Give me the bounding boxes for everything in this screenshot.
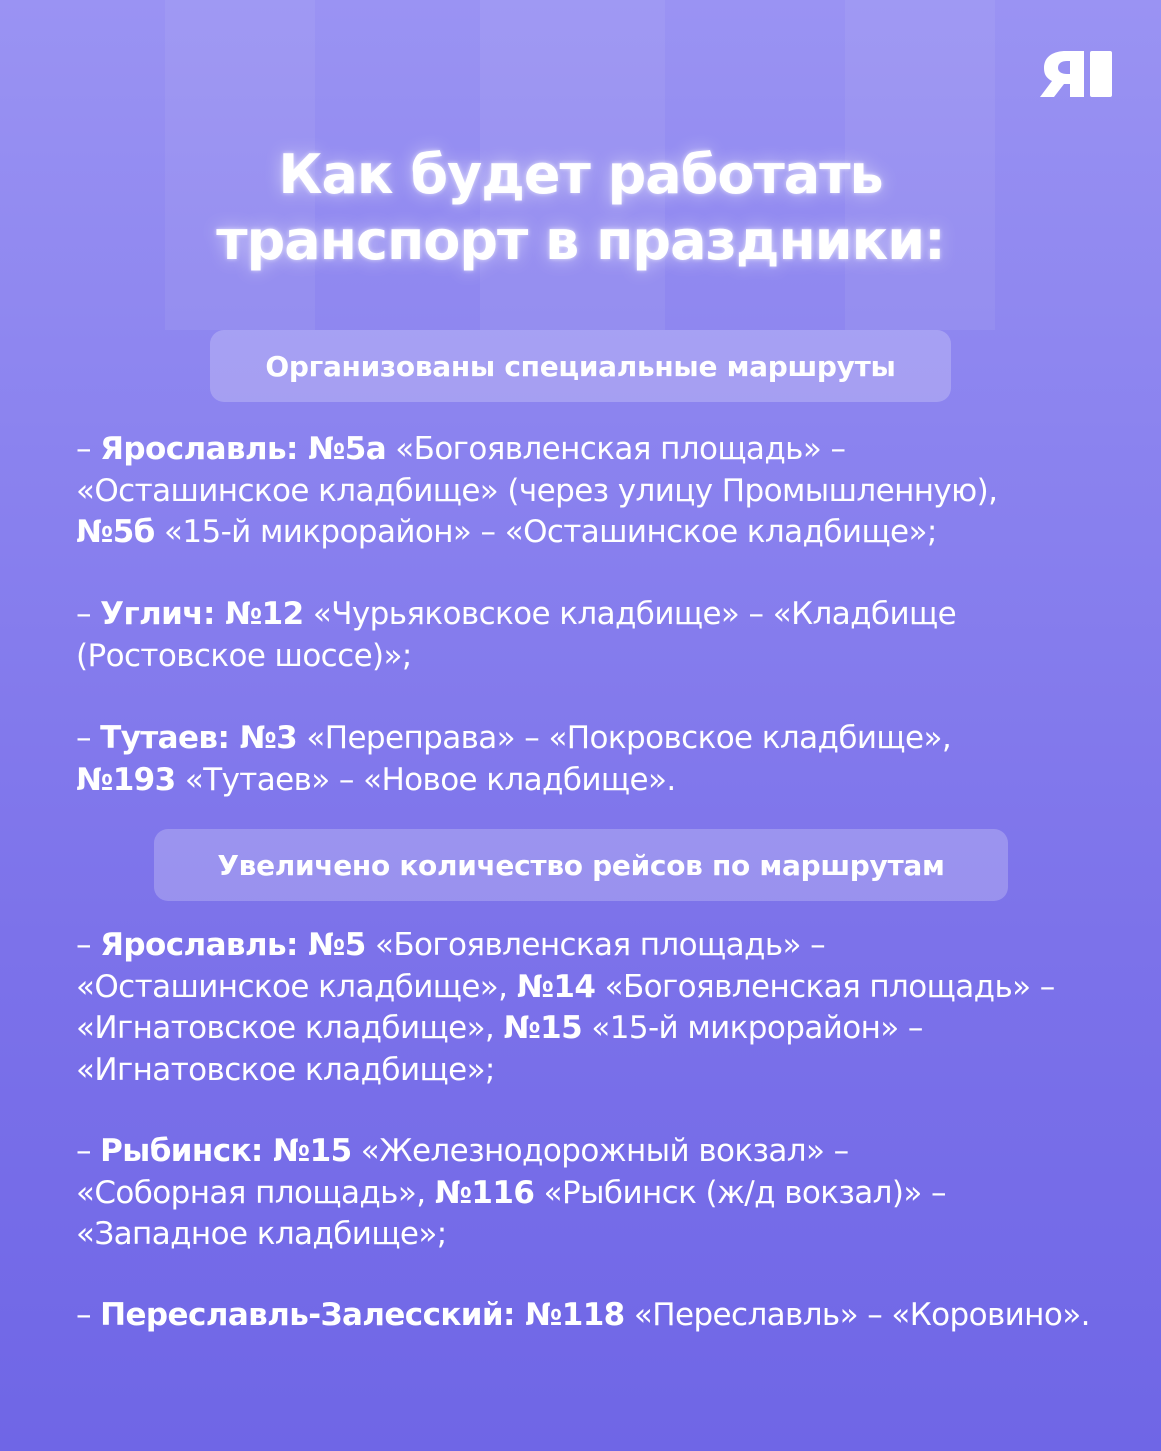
route-number: №5б [76,514,155,550]
title-line-1: Как будет работать [278,143,883,206]
city-name: Рыбинск: [100,1133,273,1169]
route-paragraph [76,1295,1146,1337]
route-line [76,1008,1146,1050]
city-name: Ярославль: [100,927,309,963]
route-number: №5 [308,927,366,963]
city-name: Тутаев: [100,720,240,756]
route-line [76,512,1146,554]
dash: – [76,431,101,467]
route-text: «Переславль» – «Коровино». [624,1297,1090,1333]
route-text: «Западное кладбище»; [76,1216,447,1252]
route-paragraph [76,429,1146,554]
route-text: «Переправа» – «Покровское кладбище», [297,720,952,756]
route-line [76,925,1146,967]
route-number: №118 [525,1297,625,1333]
route-paragraph [76,594,1146,677]
dash: – [76,927,101,963]
dash: – [76,720,101,756]
page-title [0,142,1161,274]
section-heading-increased-trips: Увеличено количество рейсов по маршрутам [154,829,1008,901]
route-text: «Богоявленская площадь» – [386,431,846,467]
dash: – [76,596,101,632]
route-text: «15-й микрорайон» – [582,1010,923,1046]
route-line [76,1173,1146,1215]
route-text: «Игнатовское кладбище»; [76,1051,495,1088]
route-number: №3 [239,720,298,756]
route-text: «Соборная площадь», [76,1174,435,1211]
title-line-2: транспорт в праздники: [216,209,945,272]
route-number: №15 [503,1010,583,1046]
route-number: №5а [308,431,387,467]
route-line [76,429,1146,471]
route-line [76,1050,1146,1092]
route-number: №193 [76,761,176,798]
route-text: «Богоявленская площадь» – [365,927,826,963]
dash: – [76,1133,101,1169]
route-text: (Ростовское шоссе)»; [76,637,412,674]
route-text: «Осташинское кладбище», [76,968,517,1005]
route-number: №15 [272,1133,352,1169]
route-text: «Осташинское кладбище» (через улицу Промышленную), [76,472,998,509]
route-line [76,718,1146,760]
ya-logo-icon [1040,48,1112,100]
route-number: №12 [224,596,304,632]
route-line [76,594,1146,636]
route-number: №14 [516,968,596,1005]
route-number: №116 [434,1174,535,1211]
route-paragraph [76,1131,1146,1256]
route-line [76,760,1146,802]
route-line [76,636,1146,678]
route-text: «15-й микрорайон» – «Осташинское кладбище»; [154,514,937,550]
route-text: «Тутаев» – «Новое кладбище». [175,761,676,798]
route-line [76,1131,1146,1173]
route-line [76,1214,1146,1256]
route-line [76,967,1146,1009]
route-text: «Богоявленская площадь» – [595,968,1055,1005]
route-line [76,471,1146,513]
city-name: Переславль-Залесский: [100,1297,526,1333]
city-name: Ярославль: [100,431,309,467]
route-text: «Железнодорожный вокзал» – [351,1133,849,1169]
route-paragraph [76,925,1146,1091]
route-text: «Рыбинск (ж/д вокзал)» – [534,1174,946,1211]
dash: – [76,1297,101,1333]
route-line [76,1295,1146,1337]
route-text: «Чурьяковское кладбище» – «Кладбище [303,596,957,632]
section-heading-special-routes: Организованы специальные маршруты [210,330,951,402]
route-paragraph [76,718,1146,801]
route-text: «Игнатовское кладбище», [76,1010,504,1046]
city-name: Углич: [100,596,225,632]
